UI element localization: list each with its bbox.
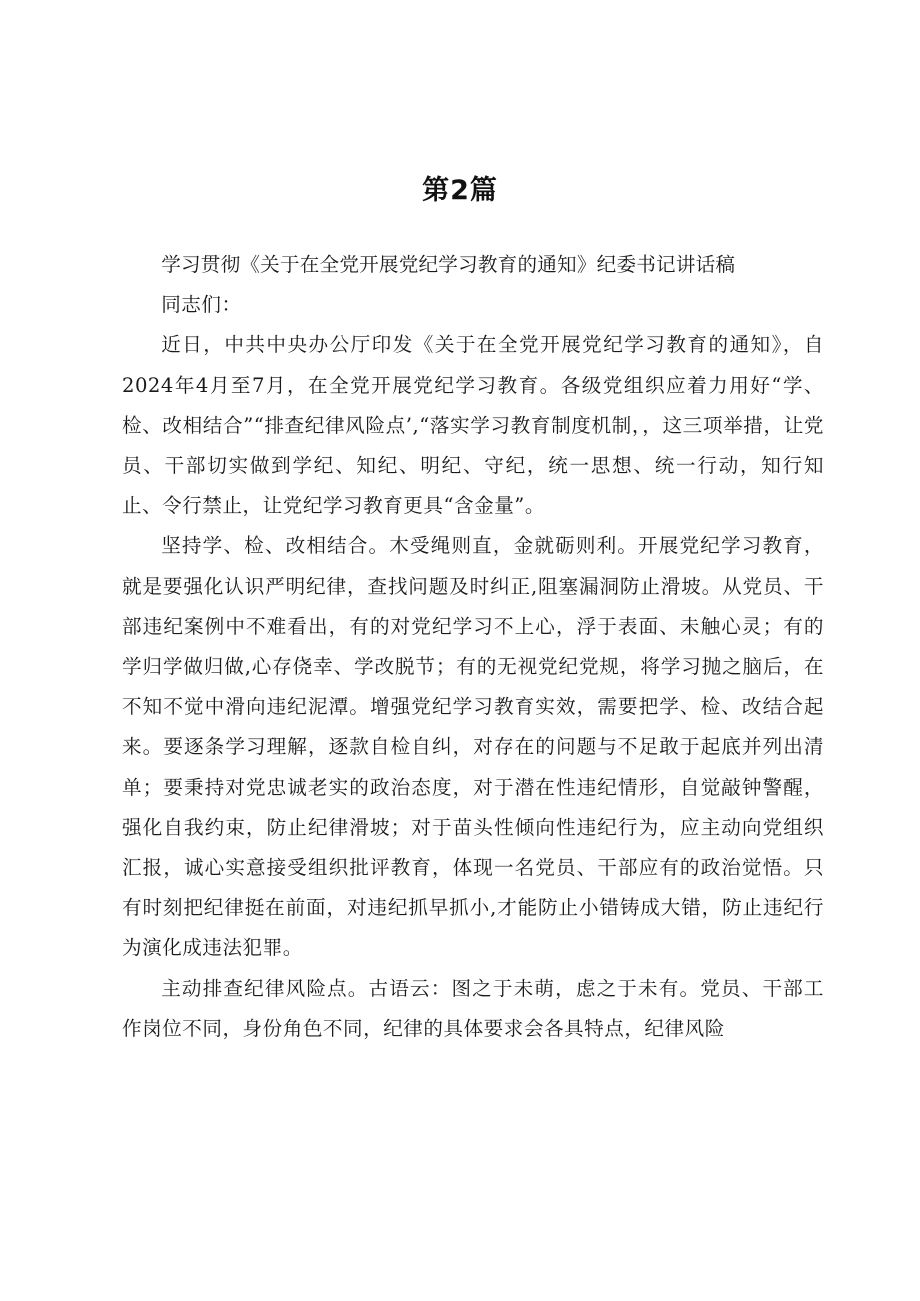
- speech-title: 学习贯彻《关于在全党开展党纪学习教育的通知》纪委书记讲话稿: [161, 253, 736, 276]
- paragraph-intro: 近日，中共中央办公厅印发《关于在全党开展党纪学习教育的通知》，自2024年4月至7月，在全党开展党纪学习教育。各级党组织应着力用好“学、检、改相结合”“排查纪律风险点’,“落实学习教育制度机制，，这三项举措，让党员、干部切实做到学纪、知纪、明纪、守纪，统一思想、统一行动，知行知止、令行禁止，让党纪学习教育更具“含金量”。: [122, 333, 824, 518]
- paragraph-study-check-correct: 坚持学、检、改相结合。木受绳则直，金就砺则利。开展党纪学习教育，就是要强化认识严明纪律，查找问题及时纠正,阻塞漏洞防止滑坡。从党员、干部违纪案例中不难看出，有的对党纪学习不上心，浮于表面、未触心灵；有的学归学做归做,心存侥幸、学改脱节；有的无视党纪党规，将学习抛之脑后，在不知不觉中滑向违纪泥潭。增强党纪学习教育实效，需要把学、检、改结合起来。要逐条学习理解，逐款自检自纠，对存在的问题与不足敢于起底并列出清单；要秉持对党忠诚老实的政治态度，对于潜在性违纪情形，自觉敲钟警醒，强化自我约束，防止纪律滑坡；对于苗头性倾向性违纪行为，应主动向党组织汇报，诚心实意接受组织批评教育，体现一名党员、干部应有的政治觉悟。只有时刻把纪律挺在前面，对违纪抓早抓小,才能防止小错铸成大错，防止违纪行为演化成违法犯罪。: [122, 534, 824, 960]
- document-body: [122, 245, 824, 1049]
- paragraph-risk-points: 主动排查纪律风险点。古语云：图之于未萌，虑之于未有。党员、干部工作岗位不同，身份角色不同，纪律的具体要求会各具特点，纪律风险: [122, 976, 824, 1040]
- salutation: 同志们：: [161, 293, 242, 317]
- document-heading: 第2篇: [422, 175, 498, 206]
